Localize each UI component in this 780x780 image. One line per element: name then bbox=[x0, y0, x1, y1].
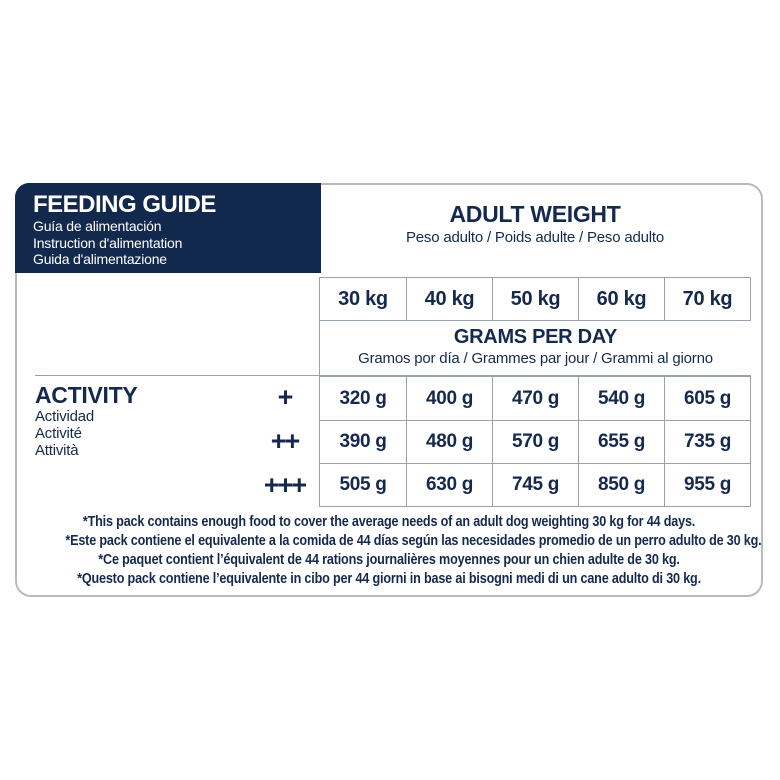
grams-value: 745 g bbox=[492, 463, 578, 506]
activity-level-high: +++ bbox=[263, 469, 306, 500]
adult-weight-subtitle: Peso adulto / Poids adulte / Peso adulto bbox=[405, 229, 665, 246]
grams-value: 320 g bbox=[339, 387, 387, 409]
grams-value: 540 g bbox=[578, 377, 664, 420]
grams-per-day-title: GRAMS PER DAY bbox=[453, 325, 618, 348]
activity-level-low: + bbox=[277, 382, 292, 413]
grams-value: 735 g bbox=[664, 420, 750, 463]
activity-subtitle-fr: Activité bbox=[35, 425, 82, 442]
activity-subtitle-es: Actividad bbox=[35, 408, 95, 425]
feeding-guide-subtitle-it: Guida d'alimentazione bbox=[33, 251, 167, 267]
activity-header bbox=[35, 383, 235, 459]
weight-column-60kg: 60 kg bbox=[578, 278, 664, 320]
grams-value: 605 g bbox=[664, 377, 750, 420]
grams-value: 630 g bbox=[406, 463, 492, 506]
footnote-it: *Questo pack contiene l’equivalente in cibo per 44 giorni in base ai bisogni medi di un cane adulto di 30 kg. bbox=[77, 571, 701, 587]
grams-value: 390 g bbox=[320, 420, 406, 463]
grams-value: 570 g bbox=[492, 420, 578, 463]
activity-subtitle-it: Attività bbox=[35, 442, 79, 459]
grams-value: 850 g bbox=[578, 463, 664, 506]
weight-column-40kg: 40 kg bbox=[406, 278, 492, 320]
grams-value: 400 g bbox=[406, 377, 492, 420]
footnote-es: *Este pack contiene el equivalente a la comida de 44 días según las necesidades promedio de un perro adulto de 30 kg. bbox=[65, 533, 762, 549]
activity-level-medium: ++ bbox=[270, 426, 299, 456]
feeding-guide-subtitle-fr: Instruction d'alimentation bbox=[33, 234, 183, 251]
weight-columns-row bbox=[319, 277, 751, 321]
footnotes bbox=[65, 513, 762, 589]
activity-title: ACTIVITY bbox=[35, 382, 138, 408]
feeding-guide-subtitle-es: Guía de alimentación bbox=[33, 218, 162, 234]
grams-value: 955 g bbox=[664, 463, 750, 506]
weight-column-50kg: 50 kg bbox=[492, 278, 578, 320]
grams-value: 505 g bbox=[320, 463, 406, 506]
feeding-guide-header bbox=[15, 183, 321, 273]
footnote-en: *This pack contains enough food to cover the average needs of an adult dog weighting 30 kg for 44 days. bbox=[82, 514, 696, 530]
grams-value: 470 g bbox=[492, 377, 578, 420]
feeding-guide-title: FEEDING GUIDE bbox=[33, 191, 216, 218]
activity-levels bbox=[247, 376, 322, 507]
grams-per-day-subtitle: Gramos por día / Grammes par jour / Grammi al giorno bbox=[358, 349, 713, 367]
grams-table bbox=[319, 376, 751, 507]
grams-value: 655 g bbox=[578, 420, 664, 463]
adult-weight-title: ADULT WEIGHT bbox=[449, 201, 621, 227]
adult-weight-header bbox=[319, 202, 751, 246]
feeding-guide-panel bbox=[15, 183, 763, 597]
weight-column-70kg: 70 kg bbox=[664, 278, 750, 320]
weight-column-30kg: 30 kg bbox=[338, 287, 388, 310]
footnote-fr: *Ce paquet contient l’équivalent de 44 rations journalières moyennes pour un chien adulte de 30 kg. bbox=[98, 552, 680, 568]
grams-per-day-header bbox=[319, 321, 751, 377]
grams-value: 480 g bbox=[406, 420, 492, 463]
